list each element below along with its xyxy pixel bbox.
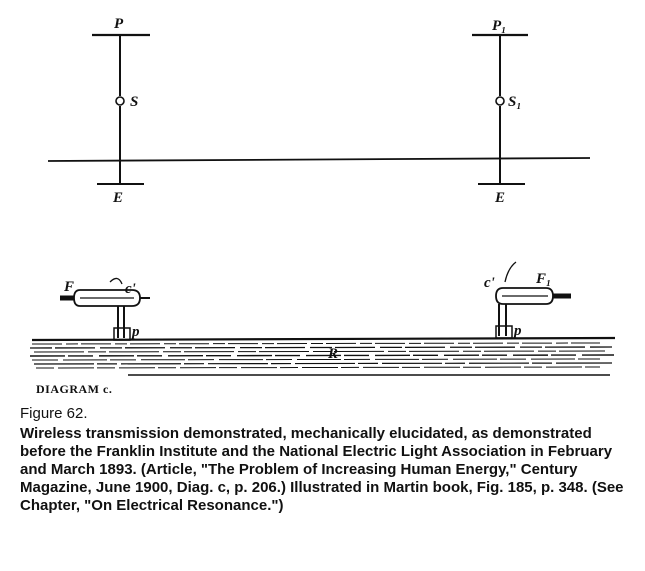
left-c-wire (110, 278, 122, 284)
water-line (30, 347, 612, 348)
left-f-label: F (64, 279, 75, 295)
right-e-label: E (495, 190, 506, 206)
figure-description: Wireless transmission demonstrated, mechanically elucidated, as demonstrated before the Franklin Institute and the National Electric Light Association in February and March 1893. (Article, "The Problem of Increasing Human Energy," Century Magazine, June 1900, Diag. c, p. 206.) Illustrated in Martin book, Fig. 185, p. 348. (See Chapter, "On Electrical Resonance.") (20, 425, 624, 514)
left-s-label: S (130, 94, 139, 110)
water-line (34, 363, 612, 364)
left-e-label: E (113, 190, 124, 206)
diagram-caption: DIAGRAM c. (36, 382, 113, 396)
top-diagram (48, 16, 590, 206)
figure-caption (20, 405, 635, 515)
water-hatching (30, 338, 615, 375)
left-pp-label: p (132, 324, 140, 340)
left-spark-gap-s (116, 97, 124, 105)
left-c-label: c' (125, 281, 136, 297)
right-p-label: P₁ (492, 18, 507, 34)
water-line (36, 367, 600, 368)
water-line (32, 359, 600, 360)
right-c-wire (505, 262, 516, 282)
r-label: R (328, 346, 339, 362)
left-apparatus (60, 278, 150, 340)
water-line (32, 343, 600, 344)
bottom-diagram (30, 262, 615, 396)
ground-line (48, 158, 590, 161)
water-line (34, 351, 605, 352)
water-line (30, 355, 614, 356)
figure-number: Figure 62. (20, 405, 88, 422)
left-station (92, 16, 150, 206)
right-s-label: S₁ (508, 94, 522, 110)
right-spark-gap-s1 (496, 97, 504, 105)
right-c-label: c' (484, 275, 495, 291)
right-pp-label: p (514, 323, 522, 339)
left-plate-p-box (114, 328, 130, 340)
left-p-label: P (114, 16, 124, 32)
right-f-label: F₁ (536, 271, 552, 287)
right-station (472, 18, 528, 206)
right-apparatus (484, 262, 571, 339)
